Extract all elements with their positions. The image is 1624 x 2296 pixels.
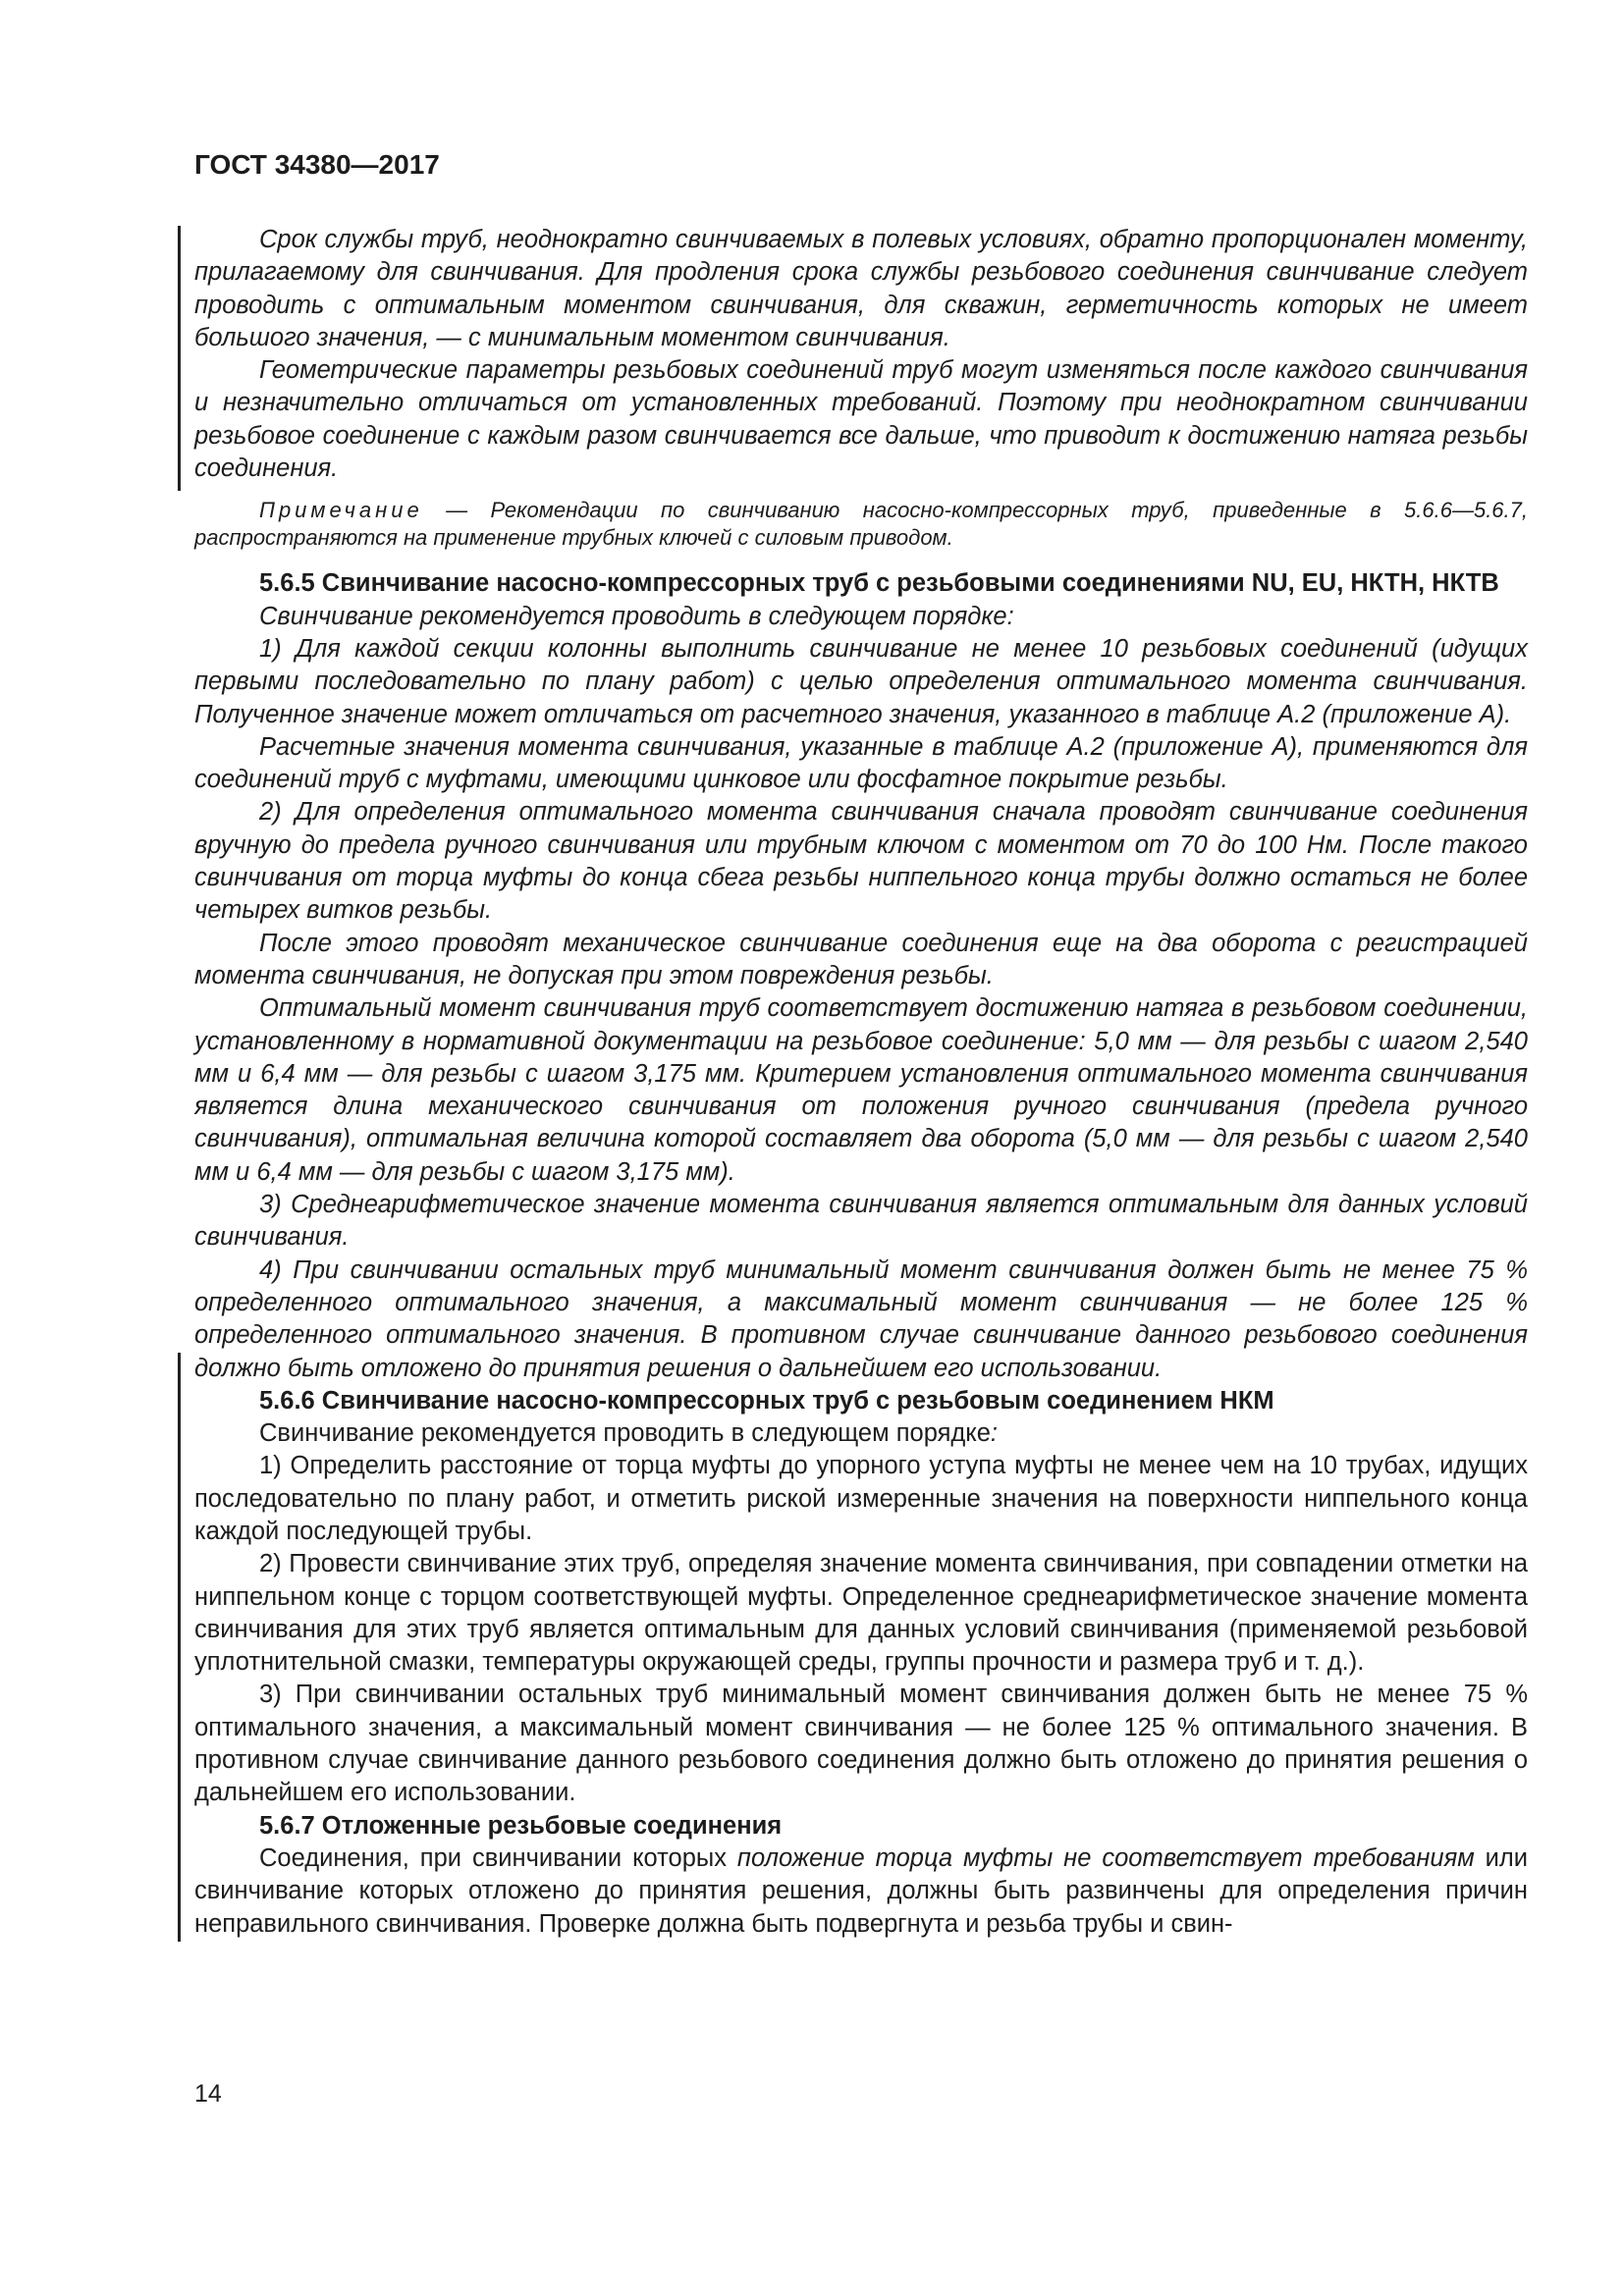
heading-5-6-6: 5.6.6 Свинчивание насосно-компрессорных труб с резьбовым соединением НКМ	[259, 1386, 1274, 1415]
intro-paragraph-2: Геометрические параметры резьбовых соединений труб могут изменяться после каждого свинчивания и незначительно отличаться от установленных требований. Поэтому при неоднократном свинчивании резьбовое соединение с каждым разом свинчивается все дальше, что приводит к достижению натяга резьбы соединения.	[194, 356, 1528, 483]
revision-bar-bottom	[178, 1353, 181, 1942]
s565-paragraph-3: Расчетные значения момента свинчивания, указанные в таблице А.2 (приложение А), применяются для соединений труб с муфтами, имеющими цинковое или фосфатное покрытие резьбы.	[194, 732, 1528, 794]
s565-paragraph-7: 3) Среднеарифметическое значение момента свинчивания является оптимальным для данных условий свинчивания.	[194, 1191, 1528, 1252]
heading-5-6-7: 5.6.7 Отложенные резьбовые соединения	[259, 1811, 783, 1840]
standard-code-header: ГОСТ 34380—2017	[194, 149, 440, 180]
intro-paragraph-1: Срок службы труб, неоднократно свинчиваемых в полевых условиях, обратно пропорционален моменту, прилагаемому для свинчивания. Для продления срока службы резьбового соединения свинчивание следует проводить с оптимальным моментом свинчивания, для скважин, герметичность которых не имеет большого значения, — с минимальным моментом свинчивания.	[194, 226, 1528, 351]
s565-paragraph-2: 1) Для каждой секции колонны выполнить свинчивание не менее 10 резьбовых соединений (идущих первыми последовательно по плану работ) с целью определения оптимального момента свинчивания. Полученное значение может отличаться от расчетного значения, указанного в таблице А.2 (приложение А).	[194, 634, 1528, 728]
note	[194, 497, 1528, 552]
note-text: — Рекомендации по свинчиванию насосно-компрессорных труб, приведенные в 5.6.6—5.6.7, распространяются на применение трубных ключей с силовым приводом.	[194, 498, 1528, 551]
s565-paragraph-8: 4) При свинчивании остальных труб минимальный момент свинчивания должен быть не менее 75 % определенного оптимального значения, а максимальный момент свинчивания — не более 125 % определенного оптимального значения. В противном случае свинчивание данного резьбового соединения должно быть отложено до принятия решения о дальнейшем его использовании.	[194, 1255, 1528, 1382]
s566-intro-text: Свинчивание рекомендуется проводить в следующем порядке	[259, 1419, 991, 1448]
document-body	[194, 224, 1528, 1941]
s565-paragraph-6: Оптимальный момент свинчивания труб соответствует достижению натяга в резьбовом соединении, установленному в нормативной документации на резьбовое соединение: 5,0 мм — для резьбы с шагом 2,540 мм и 6,4 мм — для резьбы с шагом 3,175 мм. Критерием установления оптимального момента свинчивания является длина механического свинчивания от положения ручного свинчивания (предела ручного свинчивания), оптимальная величина которой составляет два оборота (5,0 мм — для резьбы с шагом 2,540 мм и 6,4 мм — для резьбы с шагом 3,175 мм).	[194, 994, 1528, 1186]
s565-paragraph-4: 2) Для определения оптимального момента свинчивания сначала проводят свинчивание соединения вручную до предела ручного свинчивания или трубным ключом с моментом от 70 до 100 Нм. После такого свинчивания от торца муфты до конца сбега резьбы ниппельного конца трубы должно остаться не более четырех витков резьбы.	[194, 798, 1528, 925]
revision-bar-top	[178, 226, 181, 491]
s567-paragraph	[194, 1842, 1528, 1941]
s565-paragraph-1: Свинчивание рекомендуется проводить в следующем порядке:	[259, 602, 1014, 630]
s566-paragraph-3: 3) При свинчивании остальных труб минимальный момент свинчивания должен быть не менее 75 % оптимального значения, а максимальный момент свинчивания — не более 125 % оптимального значения. В противном случае свинчивание данного резьбового соединения должно быть отложено до принятия решения о дальнейшем его использовании.	[194, 1681, 1528, 1807]
heading-5-6-5: 5.6.5 Свинчивание насосно-компрессорных труб с резьбовыми соединениями NU, EU, НКТН, НКТВ	[259, 569, 1499, 598]
page-number: 14	[194, 2080, 222, 2108]
s566-paragraph-1: 1) Определить расстояние от торца муфты до упорного уступа муфты не менее чем на 10 трубах, идущих последовательно по плану работ, и отметить риской измеренные значения на поверхности ниппельного конца каждой последующей трубы.	[194, 1452, 1528, 1545]
s567-text-italic: положение торца муфты не соответствует требованиям	[736, 1843, 1475, 1872]
s565-paragraph-5: После этого проводят механическое свинчивание соединения еще на два оборота с регистрацией момента свинчивания, не допуская при этом повреждения резьбы.	[194, 929, 1528, 989]
note-label: Примечание	[259, 498, 423, 523]
s567-text-end: или свинчивание которых отложено до принятия решения, должны быть развинчены для определения причин неправильного свинчивания. Проверке должна быть подвергнута и резьба трубы и свин-	[194, 1843, 1529, 1938]
s566-intro	[194, 1417, 1528, 1450]
s567-text-start: Соединения, при свинчивании которых	[259, 1843, 737, 1872]
s566-intro-colon: :	[990, 1419, 998, 1448]
s566-paragraph-2: 2) Провести свинчивание этих труб, определяя значение момента свинчивания, при совпадении отметки на ниппельном конце с торцом соответствующей муфты. Определенное среднеарифметическое значение момента свинчивания для этих труб является оптимальным для данных условий свинчивания (применяемой резьбовой уплотнительной смазки, температуры окружающей среды, группы прочности и размера труб и т. д.).	[194, 1550, 1528, 1677]
